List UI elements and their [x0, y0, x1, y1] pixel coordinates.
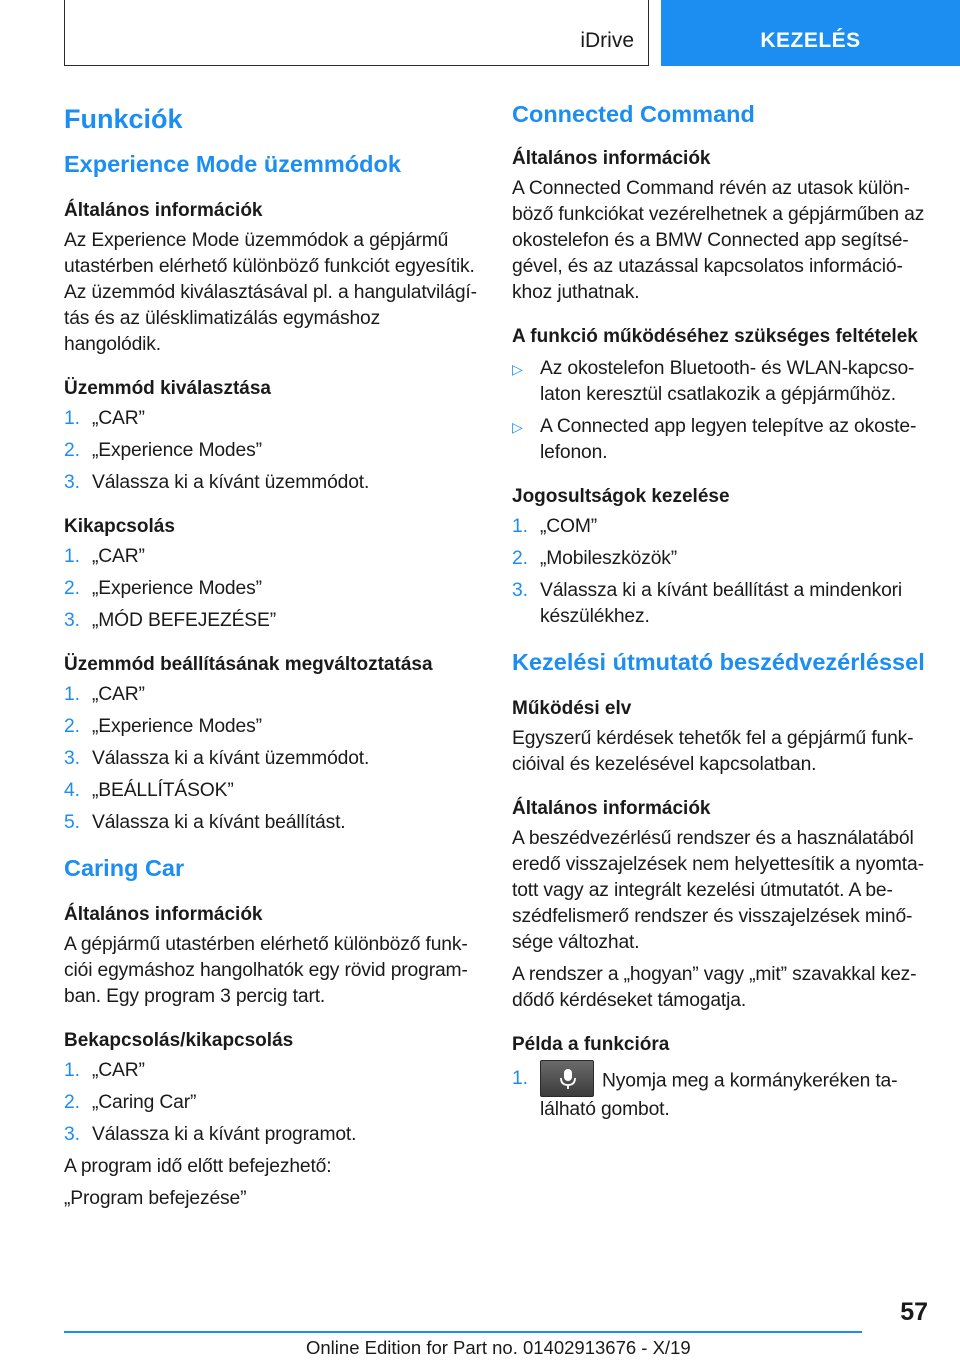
cc-onoff-heading: Bekapcsolás/kikapcsolás — [64, 1030, 294, 1051]
list-item: 1. „CAR” — [64, 546, 145, 567]
header-section-box — [64, 0, 649, 66]
cc-note-2: „Program befejezése” — [64, 1188, 247, 1209]
cc-note-1: A program idő előtt befejezhető: — [64, 1156, 332, 1177]
section-caring-car-title: Caring Car — [64, 855, 185, 881]
list-item: 1. „CAR” — [64, 1060, 145, 1081]
list-item: 2. „Experience Modes” — [64, 716, 262, 737]
list-item: 3. Válassza ki a kívánt üzemmódot. — [64, 472, 370, 493]
section-voice-guide-title: Kezelési útmutató beszédvezérléssel — [512, 649, 925, 675]
conn-perm-steps — [512, 514, 928, 630]
left-column — [64, 100, 482, 1212]
list-item: 2. „Mobileszközök” — [512, 548, 678, 569]
em-general-text: Az Experience Mode üzemmódok a gépjármű utastérben elérhető különböző funkciót egyesítik. Az üzemmód kiválasztásával pl. a hangulatvilágítás és az ülésklimatizálás egymáshoz hangolódik. — [64, 230, 478, 355]
em-select-heading: Üzemmód kiválasztása — [64, 378, 271, 399]
section-connected-command-title: Connected Command — [512, 101, 755, 127]
list-item: ▷ A Connected app legyen telepítve az okostelefonon. — [512, 416, 917, 463]
conn-perm-heading: Jogosultságok kezelése — [512, 486, 730, 507]
page-title: Funkciók — [64, 104, 183, 134]
conn-req-heading: A funkció működéséhez szükséges feltételek — [512, 326, 918, 347]
conn-general-text: A Connected Command révén az utasok különböző funkciókat vezérelhetnek a gépjárműben az okostelefon és a BMW Connected app segítségével, és az utazással kapcsolatos információkhoz juthatnak. — [512, 178, 925, 303]
header-section-title: iDrive — [580, 29, 634, 52]
list-item: 4. „BEÁLLÍTÁSOK” — [64, 780, 234, 801]
em-select-steps — [64, 406, 482, 496]
voice-principle-text: Egyszerű kérdések tehetők fel a gépjármű funkcióival és kezelésével kapcsolatban. — [512, 728, 914, 775]
voice-example-steps — [512, 1066, 928, 1123]
list-item: 2. „Caring Car” — [64, 1092, 197, 1113]
voice-general-text-2: A rendszer a „hogyan” vagy „mit” szavakkal kezdődő kérdéseket támogatja. — [512, 964, 917, 1011]
list-item: 1. „COM” — [512, 516, 598, 537]
em-off-heading: Kikapcsolás — [64, 516, 175, 537]
em-off-steps — [64, 544, 482, 634]
voice-example-heading: Példa a funkcióra — [512, 1034, 670, 1055]
em-change-steps — [64, 682, 482, 836]
section-experience-mode-title: Experience Mode üzemmódok — [64, 151, 401, 177]
list-item: 1. Nyomja meg a kormánykeréken található gombot. — [512, 1066, 928, 1123]
em-general-heading: Általános információk — [64, 200, 263, 221]
footer-edition: Online Edition for Part no. 01402913676 - X/19 — [306, 1337, 691, 1358]
page-number: 57 — [900, 1298, 928, 1326]
list-item: 3. Válassza ki a kívánt beállítást a mindenkori készülékhez. — [512, 580, 903, 627]
microphone-button-icon — [540, 1060, 594, 1097]
list-item: ▷ Az okostelefon Bluetooth- és WLAN-kapcsolaton keresztül csatlakozik a gépjárműhöz. — [512, 358, 915, 405]
em-change-heading: Üzemmód beállításának megváltoztatása — [64, 654, 433, 675]
voice-principle-heading: Működési elv — [512, 698, 632, 719]
header-chapter-tab — [661, 0, 960, 66]
list-item: 3. „MÓD BEFEJEZÉSE” — [64, 610, 277, 631]
conn-req-list — [512, 356, 928, 466]
cc-general-heading: Általános információk — [64, 904, 263, 925]
cc-onoff-steps — [64, 1058, 482, 1148]
list-item: 3. Válassza ki a kívánt programot. — [64, 1124, 357, 1145]
list-item: 2. „Experience Modes” — [64, 578, 262, 599]
conn-general-heading: Általános információk — [512, 148, 711, 169]
cc-general-text: A gépjármű utastérben elérhető különböző funkciói egymáshoz hangolhatók egy rövid programban. Egy program 3 percig tart. — [64, 934, 468, 1007]
list-item: 1. „CAR” — [64, 408, 145, 429]
list-item: 5. Válassza ki a kívánt beállítást. — [64, 812, 346, 833]
voice-general-text-1: A beszédvezérlésű rendszer és a használatából eredő visszajelzések nem helyettesítik a nyomtatott vagy az integrált kezelési útmutatót. A beszédfelismerő rendszer és visszajelzések minősége változhat. — [512, 828, 924, 953]
triangle-bullet-icon: ▷ — [512, 419, 523, 435]
header-chapter-title: KEZELÉS — [760, 29, 861, 52]
triangle-bullet-icon: ▷ — [512, 361, 523, 377]
voice-general-heading: Általános információk — [512, 798, 711, 819]
list-item: 2. „Experience Modes” — [64, 440, 262, 461]
right-column — [512, 100, 928, 1129]
footer-divider — [64, 1331, 862, 1333]
list-item: 1. „CAR” — [64, 684, 145, 705]
list-item: 3. Válassza ki a kívánt üzemmódot. — [64, 748, 370, 769]
